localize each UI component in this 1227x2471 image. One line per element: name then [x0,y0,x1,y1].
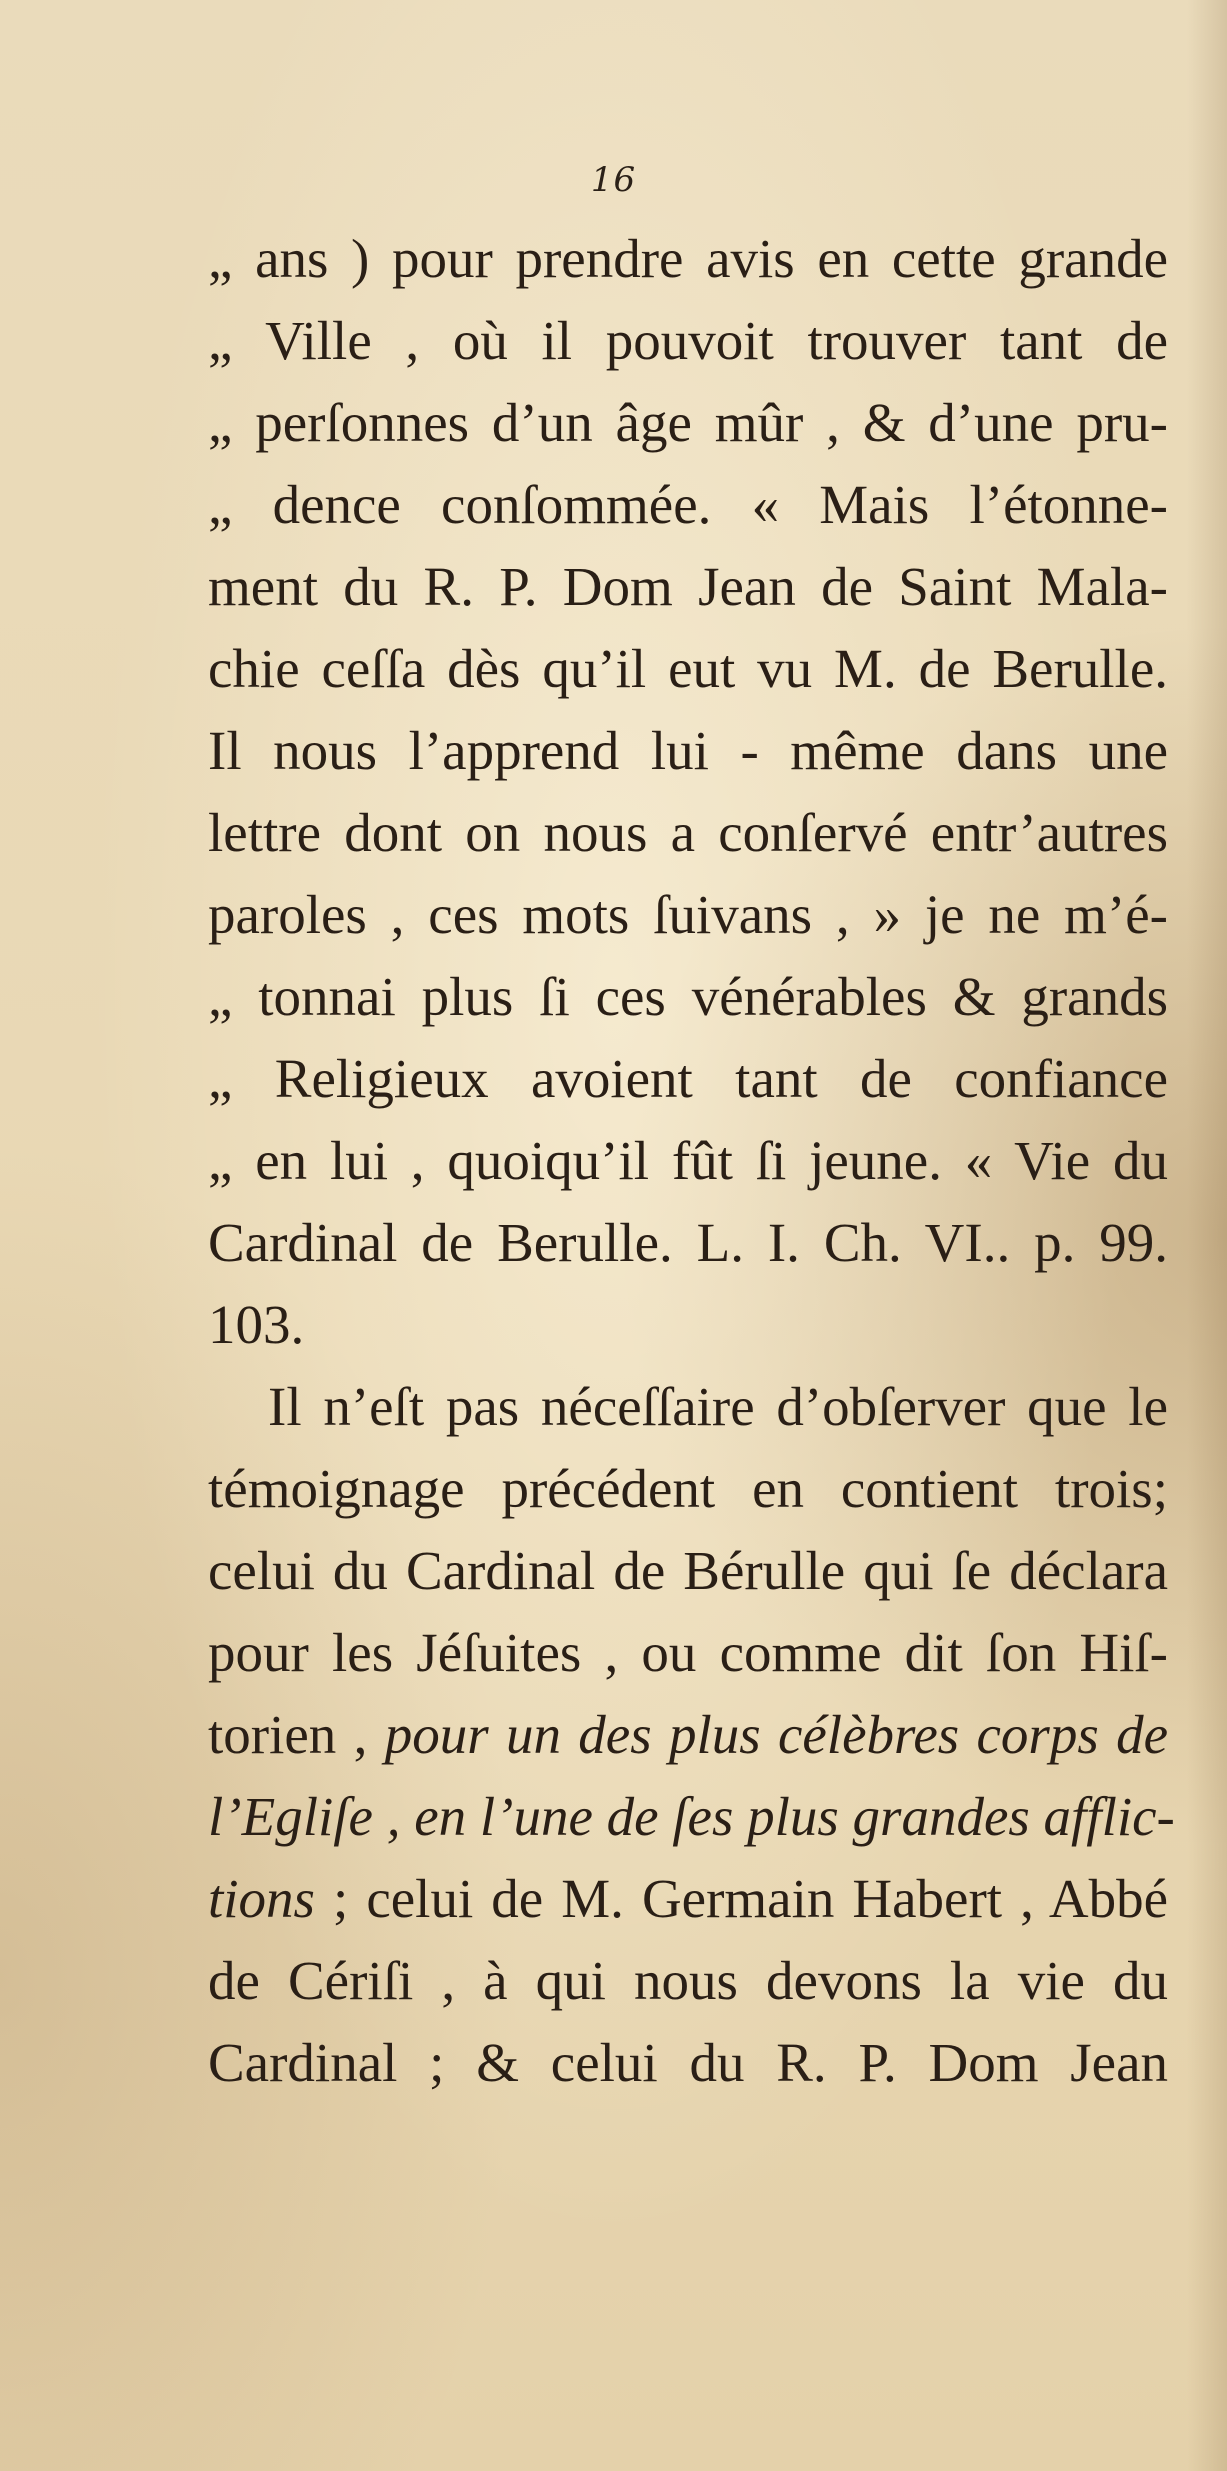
text-line [208,382,1168,464]
text-line [208,710,1168,792]
text-segment: pour les Jéſuites , ou comme dit ſon Hiſ- [208,1622,1168,1683]
text-segment: paroles , ces mots ſuivans , » je ne m’é- [208,884,1168,945]
text-line [208,2022,1168,2104]
text-line [208,628,1168,710]
text-segment: Cardinal ; & celui du R. P. Dom Jean [208,2032,1168,2093]
text-segment: chie ceſſa dès qu’il eut vu M. de Berulle. [208,638,1168,699]
text-segment: „ ans ) pour prendre avis en cette grande [208,228,1168,289]
italic-text-segment: tions [208,1868,315,1929]
text-line [208,546,1168,628]
text-segment: „ tonnai plus ſi ces vénérables & grands [208,966,1168,1027]
text-line [208,1366,1168,1448]
text-line [208,956,1168,1038]
text-line [208,1940,1168,2022]
text-line [208,1038,1168,1120]
text-segment: „ perſonnes d’un âge mûr , & d’une pru- [208,392,1168,453]
text-line [208,1530,1168,1612]
text-segment: „ dence conſommée. « Mais l’étonne- [208,474,1168,535]
text-segment: „ Ville , où il pouvoit trouver tant de [208,310,1168,371]
text-segment: ment du R. P. Dom Jean de Saint Mala- [208,556,1168,617]
text-segment: „ en lui , quoiqu’il fût ſi jeune. « Vie du [208,1130,1168,1191]
text-line [208,464,1168,546]
text-segment: Cardinal de Berulle. L. I. Ch. VI.. p. 99. [208,1212,1168,1273]
text-line [208,874,1168,956]
text-line [208,792,1168,874]
text-line [208,1612,1168,1694]
text-line [208,218,1168,300]
text-segment: „ Religieux avoient tant de confiance [208,1048,1168,1109]
text-segment: ; celui de M. Germain Habert , Abbé [314,1868,1168,1929]
page-edge-shadow [1187,0,1227,2471]
text-line [208,300,1168,382]
text-segment: lettre dont on nous a conſervé entr’autres [208,802,1168,863]
text-segment: Il n’eſt pas néceſſaire d’obſerver que le [268,1376,1168,1437]
text-segment: 103. [208,1294,305,1355]
text-line [208,1694,1168,1776]
body-text [208,218,1175,2104]
page-number: 16 [590,160,637,200]
text-line [208,1448,1168,1530]
italic-text-segment: l’Egliſe , en l’une de ſes plus grandes afflic- [208,1786,1175,1847]
text-segment: de Cériſi , à qui nous devons la vie du [208,1950,1168,2011]
text-segment: celui du Cardinal de Bérulle qui ſe déclara [208,1540,1168,1601]
text-line [208,1284,1168,1366]
text-line [208,1120,1168,1202]
text-segment: Il nous l’apprend lui - même dans une [208,720,1168,781]
text-line [208,1858,1168,1940]
text-segment: témoignage précédent en contient trois; [208,1458,1168,1519]
text-line [208,1202,1168,1284]
text-line [208,1776,1175,1858]
italic-text-segment: pour un des plus célèbres corps de [384,1704,1168,1765]
text-segment: torien , [208,1704,385,1765]
